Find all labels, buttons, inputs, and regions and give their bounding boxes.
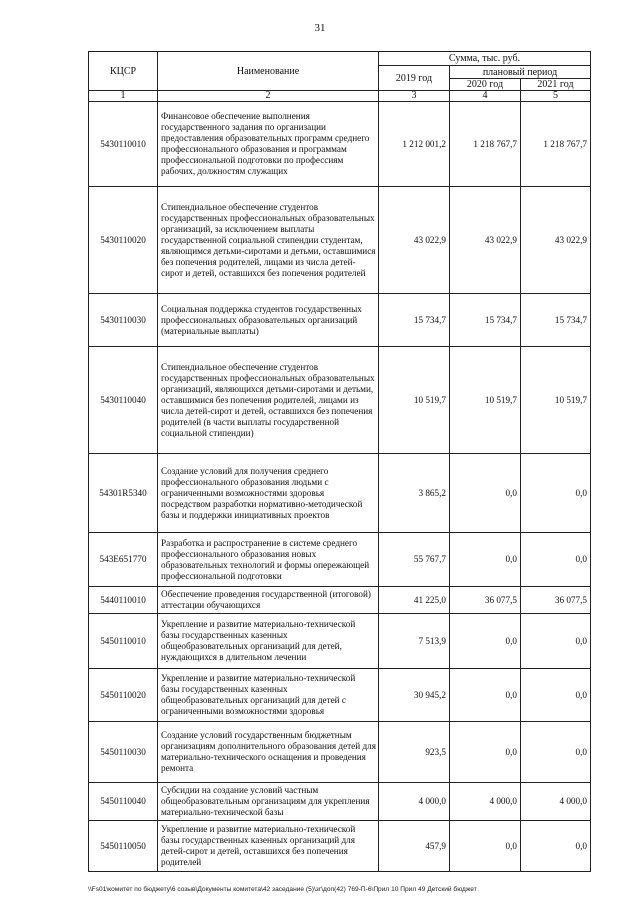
- column-number: 1: [89, 91, 158, 102]
- amount-2020-cell: 1 218 767,7: [450, 102, 521, 187]
- amount-2019-cell: 41 225,0: [379, 587, 450, 614]
- table-row: [89, 347, 591, 454]
- amount-2019-cell: 4 000,0: [379, 783, 450, 821]
- item-name-cell: Обеспечение проведения государственной (итоговой) аттестации обучающихся: [158, 587, 379, 614]
- header-name: Наименование: [158, 52, 379, 91]
- header-year-2020: 2020 год: [450, 79, 521, 91]
- amount-2020-cell: 15 734,7: [450, 294, 521, 347]
- kcsr-code-cell: 543E651770: [89, 533, 158, 587]
- header-year-2021: 2021 год: [521, 79, 591, 91]
- table-row: [89, 783, 591, 821]
- amount-2019-cell: 923,5: [379, 722, 450, 783]
- amount-2020-cell: 36 077,5: [450, 587, 521, 614]
- header-planned-period: плановый период: [450, 66, 591, 79]
- item-name-cell: Социальная поддержка студентов государственных профессиональных образовательных организаций (материальные выплаты): [158, 294, 379, 347]
- amount-2021-cell: 0,0: [521, 454, 591, 533]
- header-year-2019: 2019 год: [379, 66, 450, 91]
- table-row: [89, 102, 591, 187]
- table-row: [89, 294, 591, 347]
- table-row: [89, 722, 591, 783]
- amount-2020-cell: 43 022,9: [450, 187, 521, 294]
- kcsr-code-cell: 5450110050: [89, 821, 158, 872]
- amount-2019-cell: 457,9: [379, 821, 450, 872]
- kcsr-code-cell: 5430110030: [89, 294, 158, 347]
- kcsr-code-cell: 54301R5340: [89, 454, 158, 533]
- item-name-cell: Укрепление и развитие материально-технической базы государственных казенных общеобразовательных организаций для детей с ограниченными возможностями здоровья: [158, 669, 379, 722]
- item-name-cell: Укрепление и развитие материально-технической базы государственных казенных организаций для детей-сирот и детей, оставшихся без попечения родителей: [158, 821, 379, 872]
- item-name-cell: Стипендиальное обеспечение студентов государственных профессиональных образовательных организаций, являющихся детьми-сиротами и детьми, оставшимися без попечения родителей, лицами из числа детей-сирот и детей, оставшихся без попечения родителей (в части выплаты государственной социальной стипендии): [158, 347, 379, 454]
- kcsr-code-cell: 5430110040: [89, 347, 158, 454]
- amount-2020-cell: 4 000,0: [450, 783, 521, 821]
- table-row: [89, 614, 591, 669]
- page-number: 31: [314, 22, 326, 34]
- amount-2020-cell: 0,0: [450, 454, 521, 533]
- amount-2020-cell: 0,0: [450, 669, 521, 722]
- item-name-cell: Создание условий государственным бюджетным организациям дополнительного образования детей для материально-технического оснащения и проведения ремонта: [158, 722, 379, 783]
- kcsr-code-cell: 5450110020: [89, 669, 158, 722]
- column-number: 3: [379, 91, 450, 102]
- table-row: [89, 454, 591, 533]
- item-name-cell: Укрепление и развитие материально-технической базы государственных казенных общеобразовательных организаций для детей, нуждающихся в длительном лечении: [158, 614, 379, 669]
- amount-2020-cell: 10 519,7: [450, 347, 521, 454]
- amount-2019-cell: 43 022,9: [379, 187, 450, 294]
- item-name-cell: Разработка и распространение в системе среднего профессионального образования новых образовательных технологий и формы опережающей профессиональной подготовки: [158, 533, 379, 587]
- item-name-cell: Создание условий для получения среднего профессионального образования людьми с ограниченными возможностями здоровья посредством разработки нормативно-методической базы и поддержки инициативных проектов: [158, 454, 379, 533]
- amount-2021-cell: 0,0: [521, 669, 591, 722]
- amount-2019-cell: 10 519,7: [379, 347, 450, 454]
- column-number: 5: [521, 91, 591, 102]
- kcsr-code-cell: 5440110010: [89, 587, 158, 614]
- amount-2020-cell: 0,0: [450, 614, 521, 669]
- item-name-cell: Финансовое обеспечение выполнения государственного задания по организации предоставления образовательных программ среднего профессионального образования и программам профессиональной подготовки по профессиям рабочих, должностям служащих: [158, 102, 379, 187]
- table-row: [89, 533, 591, 587]
- amount-2021-cell: 10 519,7: [521, 347, 591, 454]
- amount-2021-cell: 36 077,5: [521, 587, 591, 614]
- amount-2021-cell: 0,0: [521, 722, 591, 783]
- kcsr-code-cell: 5430110010: [89, 102, 158, 187]
- kcsr-code-cell: 5450110040: [89, 783, 158, 821]
- amount-2021-cell: 1 218 767,7: [521, 102, 591, 187]
- amount-2020-cell: 0,0: [450, 722, 521, 783]
- kcsr-code-cell: 5450110030: [89, 722, 158, 783]
- kcsr-code-cell: 5430110020: [89, 187, 158, 294]
- kcsr-code-cell: 5450110010: [89, 614, 158, 669]
- amount-2021-cell: 43 022,9: [521, 187, 591, 294]
- budget-table: [88, 51, 591, 872]
- amount-2019-cell: 7 513,9: [379, 614, 450, 669]
- column-number: 2: [158, 91, 379, 102]
- amount-2019-cell: 3 865,2: [379, 454, 450, 533]
- amount-2021-cell: 15 734,7: [521, 294, 591, 347]
- amount-2021-cell: 4 000,0: [521, 783, 591, 821]
- item-name-cell: Субсидии на создание условий частным общеобразовательным организациям для укрепления материально-технической базы: [158, 783, 379, 821]
- header-sum: Сумма, тыс. руб.: [379, 52, 591, 66]
- table-row: [89, 669, 591, 722]
- amount-2020-cell: 0,0: [450, 821, 521, 872]
- column-numbers-row: [89, 91, 591, 102]
- amount-2021-cell: 0,0: [521, 614, 591, 669]
- header-code: КЦСР: [89, 52, 158, 91]
- table-row: [89, 587, 591, 614]
- amount-2019-cell: 55 767,7: [379, 533, 450, 587]
- item-name-cell: Стипендиальное обеспечение студентов государственных профессиональных образовательных организаций, за исключением выплаты государственной социальной стипендии студентам, являющимся детьми-сиротами и детьми, оставшимися без попечения родителей, лицами из числа детей-сирот и детей, оставшихся без попечения родителей: [158, 187, 379, 294]
- column-number: 4: [450, 91, 521, 102]
- amount-2019-cell: 30 945,2: [379, 669, 450, 722]
- file-path-footer: \\Fs01\комитет по бюджету\6 созыв\Документы комитета\42 заседание (5)\зг\доп(42) 769-П-6\Прил 10 Прил 49 Детский бюджет: [88, 886, 477, 893]
- amount-2021-cell: 0,0: [521, 533, 591, 587]
- amount-2019-cell: 15 734,7: [379, 294, 450, 347]
- amount-2021-cell: 0,0: [521, 821, 591, 872]
- amount-2020-cell: 0,0: [450, 533, 521, 587]
- table-row: [89, 821, 591, 872]
- amount-2019-cell: 1 212 001,2: [379, 102, 450, 187]
- table-row: [89, 187, 591, 294]
